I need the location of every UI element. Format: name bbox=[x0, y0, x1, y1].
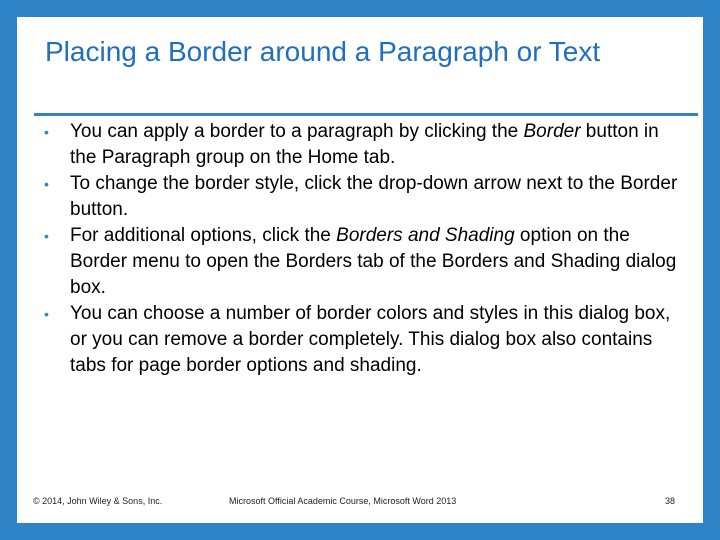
bullet-item bbox=[34, 119, 684, 171]
page-number: 38 bbox=[665, 496, 676, 506]
slide-title: Placing a Border around a Paragraph or Text bbox=[45, 36, 601, 67]
bullet-marker: • bbox=[44, 306, 49, 322]
bullet-text: You can choose a number of border colors and styles in this dialog box, or you can remove a border completely. This dialog box also contains tabs for page border options and shading. bbox=[70, 303, 671, 376]
bullet-list bbox=[34, 119, 684, 379]
emphasized-term: Borders and Shading bbox=[336, 225, 515, 246]
emphasized-term: Border bbox=[523, 121, 581, 142]
bullet-text: button in the Paragraph group on the Home tab. bbox=[70, 121, 659, 168]
footer-copyright: © 2014, John Wiley & Sons, Inc. bbox=[33, 496, 163, 506]
bullet-marker: • bbox=[44, 228, 49, 244]
bullet-marker: • bbox=[44, 124, 49, 140]
bullet-text: option on the Border menu to open the Borders tab of the Borders and Shading dialog box. bbox=[70, 225, 677, 298]
bullet-text: For additional options, click the bbox=[70, 225, 337, 246]
bullet-item bbox=[34, 171, 684, 223]
bullet-marker: • bbox=[44, 176, 49, 192]
slide bbox=[17, 17, 703, 523]
bullet-item bbox=[34, 223, 684, 301]
bullet-item bbox=[34, 301, 684, 379]
bullet-text: You can apply a border to a paragraph by clicking the bbox=[70, 121, 524, 142]
title-divider bbox=[34, 113, 698, 116]
bullet-text: To change the border style, click the drop-down arrow next to the Border button. bbox=[70, 173, 678, 220]
footer-course: Microsoft Official Academic Course, Microsoft Word 2013 bbox=[229, 496, 457, 506]
